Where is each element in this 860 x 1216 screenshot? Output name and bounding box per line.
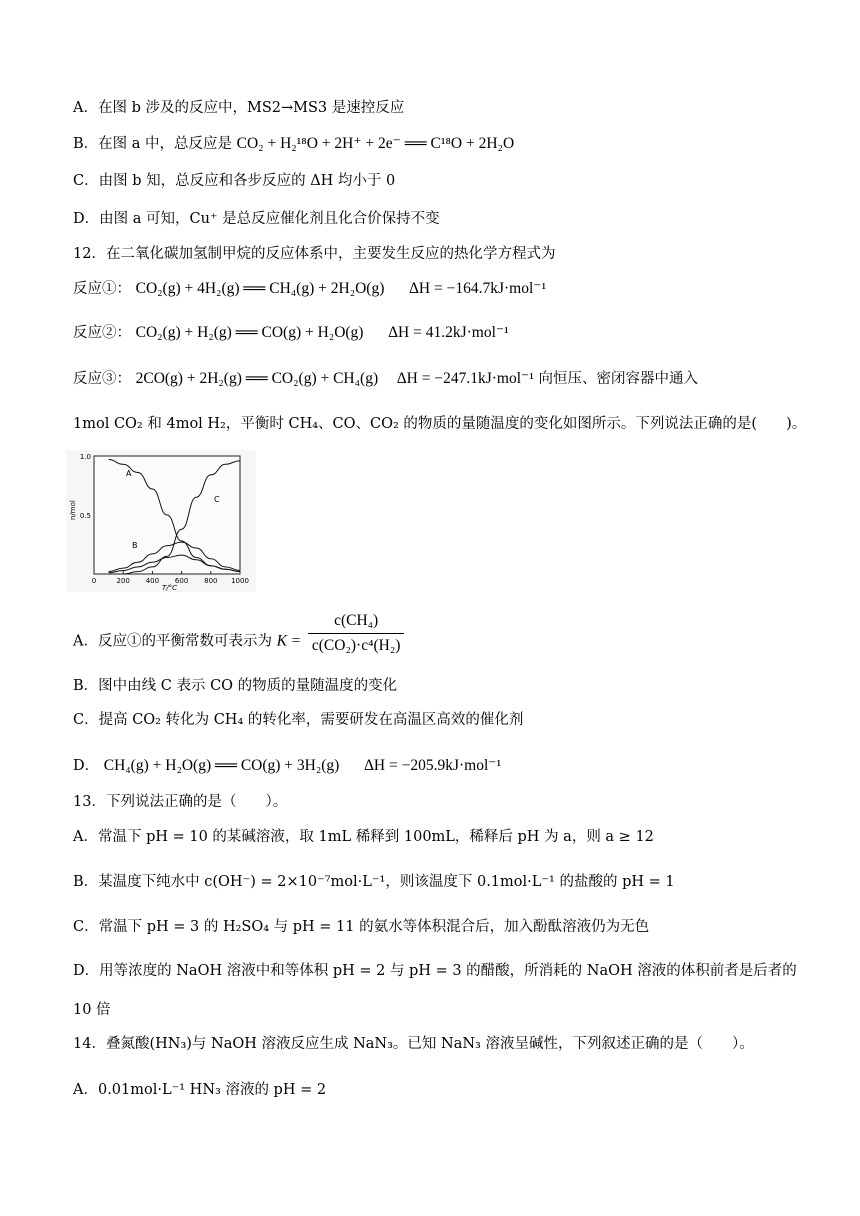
y-tick-label: 1.0: [79, 453, 91, 461]
q12-r3-label: 反应③：: [73, 371, 131, 387]
x-axis-label: T/°C: [162, 584, 178, 592]
q12-r2-label: 反应②：: [73, 325, 131, 341]
q12-reaction-1: [73, 279, 546, 299]
q14-option-a: A．0.01mol·L⁻¹ HN₃ 溶液的 pH = 2: [73, 1082, 327, 1098]
q13-stem: 13．下列说法正确的是（ ）。: [73, 794, 288, 810]
equilibrium-constant-fraction: [308, 611, 405, 656]
fraction-numerator: c(CH₄): [308, 611, 405, 634]
q13-option-d-continued: 10 倍: [73, 1002, 111, 1018]
q11-option-a: A．在图 b 涉及的反应中，MS2→MS3 是速控反应: [73, 100, 405, 116]
q12-stem: 12．在二氧化碳加氢制甲烷的反应体系中，主要发生反应的热化学方程式为: [73, 246, 556, 262]
q12-r3-enthalpy: ΔH = −247.1kJ·mol⁻¹: [396, 370, 534, 387]
q13-option-a: A．常温下 pH = 10 的某碱溶液，取 1mL 稀释到 100mL，稀释后 pH 为 a，则 a ≥ 12: [73, 829, 654, 845]
q12-r1-label: 反应①：: [73, 281, 131, 297]
x-tick-label: 200: [116, 577, 130, 585]
q12-option-d-equation: CH₄(g) + H₂O(g) ══ CO(g) + 3H₂(g): [103, 757, 340, 774]
y-axis-label: n/mol: [69, 500, 77, 520]
series-label-b: B: [132, 541, 138, 550]
x-tick-label: 400: [145, 577, 160, 585]
chart-svg: [66, 450, 256, 592]
series-label-c: C: [214, 495, 220, 504]
q11-option-b-equation: CO₂ + H₂¹⁸O + 2H⁺ + 2e⁻ ══ C¹⁸O + 2H₂O: [236, 135, 515, 152]
q12-r1-equation: CO₂(g) + 4H₂(g) ══ CH₄(g) + 2H₂O(g): [135, 280, 385, 297]
q11-option-b-prefix: B．在图 a 中，总反应是: [73, 136, 233, 152]
q13-option-c: C．常温下 pH = 3 的 H₂SO₄ 与 pH = 11 的氨水等体积混合后，加入酚酞溶液仍为无色: [73, 919, 650, 935]
fraction-denominator: c(CO₂)·c⁴(H₂): [311, 637, 401, 654]
q12-r3-equation: 2CO(g) + 2H₂(g) ══ CO₂(g) + CH₄(g): [135, 370, 379, 387]
x-tick-label: 1000: [231, 577, 249, 585]
q12-condition: 1mol CO₂ 和 4mol H₂，平衡时 CH₄、CO、CO₂ 的物质的量随温度的变化如图所示。下列说法正确的是( )。: [73, 416, 807, 432]
q12-option-a: [73, 612, 404, 656]
q12-r2-enthalpy: ΔH = 41.2kJ·mol⁻¹: [388, 324, 509, 341]
q11-option-b: [73, 134, 514, 154]
temperature-chart: [66, 450, 256, 592]
q11-option-c: C．由图 b 知，总反应和各步反应的 ΔH 均小于 0: [73, 173, 396, 189]
x-tick-label: 800: [204, 577, 218, 585]
q12-option-d-prefix: D．: [73, 758, 100, 774]
q12-option-b: B．图中由线 C 表示 CO 的物质的量随温度的变化: [73, 678, 398, 694]
q12-reaction-3: [73, 369, 698, 389]
q12-r2-equation: CO₂(g) + H₂(g) ══ CO(g) + H₂O(g): [135, 324, 364, 341]
q12-option-d-enthalpy: ΔH = −205.9kJ·mol⁻¹: [363, 757, 502, 774]
q12-option-a-k: K =: [276, 632, 302, 650]
y-tick-label: 0.5: [79, 512, 91, 520]
q14-stem: 14．叠氮酸(HN₃)与 NaOH 溶液反应生成 NaN₃。已知 NaN₃ 溶液呈碱性，下列叙述正确的是（ ）。: [73, 1036, 754, 1052]
q13-option-b: B．某温度下纯水中 c(OH⁻) = 2×10⁻⁷mol·L⁻¹，则该温度下 0.1mol·L⁻¹ 的盐酸的 pH = 1: [73, 874, 675, 890]
q12-option-d: [73, 756, 501, 776]
q13-option-d: D．用等浓度的 NaOH 溶液中和等体积 pH = 2 与 pH = 3 的醋酸，所消耗的 NaOH 溶液的体积前者是后者的: [73, 963, 797, 979]
q12-reaction-2: [73, 323, 509, 343]
q11-option-d: D．由图 a 可知，Cu⁺ 是总反应催化剂且化合价保持不变: [73, 211, 440, 227]
series-label-a: A: [126, 469, 132, 478]
x-tick-label: 0: [91, 577, 97, 585]
q12-option-c: C．提高 CO₂ 转化为 CH₄ 的转化率，需要研发在高温区高效的催化剂: [73, 712, 524, 728]
q12-option-a-prefix: A．反应①的平衡常数可表示为: [73, 633, 272, 650]
x-tick-label: 600: [174, 577, 189, 585]
q12-r1-enthalpy: ΔH = −164.7kJ·mol⁻¹: [408, 280, 547, 297]
q12-r3-tail: 向恒压、密闭容器中通入: [538, 371, 698, 387]
